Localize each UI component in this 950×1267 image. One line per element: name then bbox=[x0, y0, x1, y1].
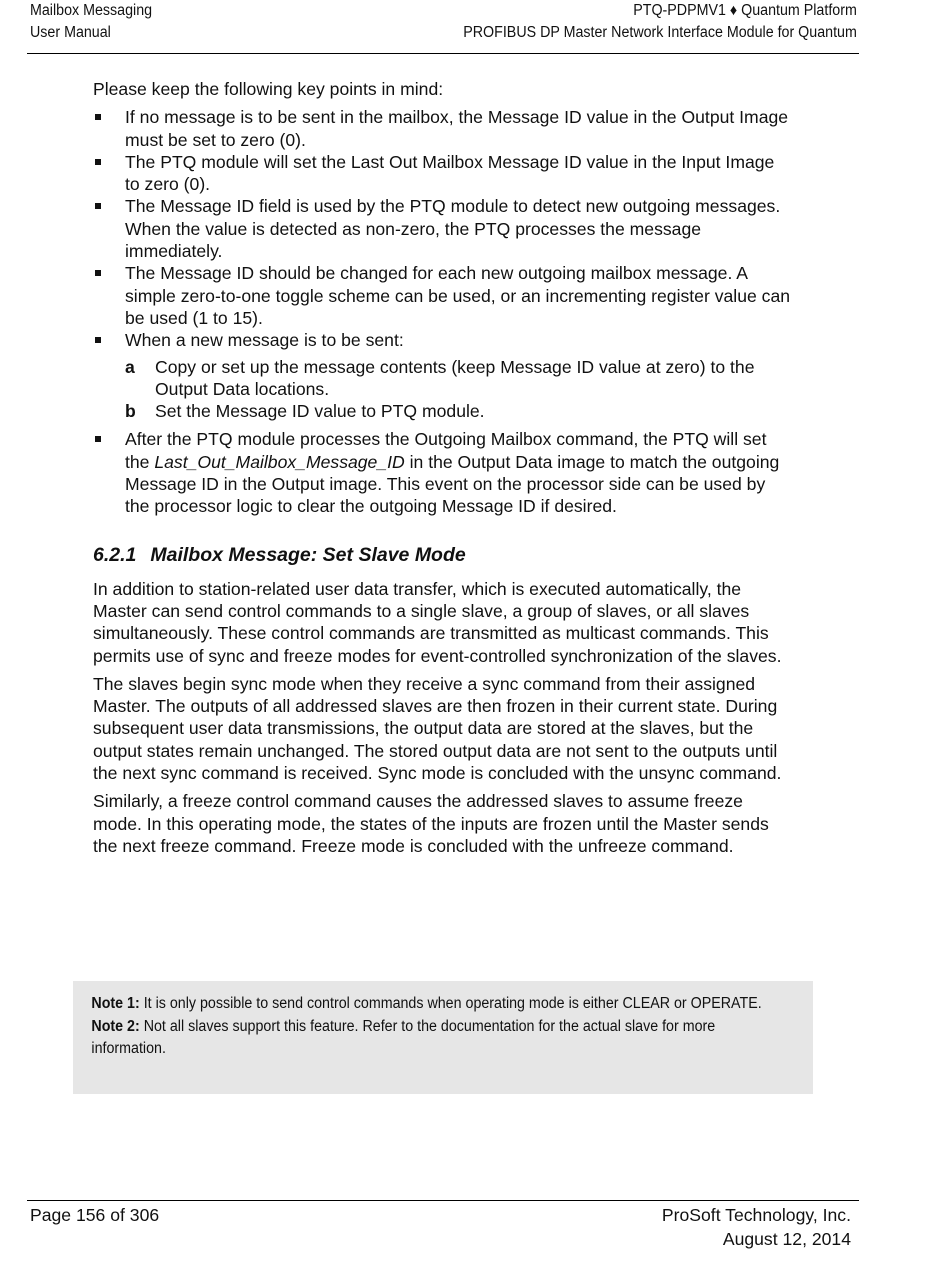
sub-step-letter: a bbox=[125, 356, 135, 377]
key-points-list bbox=[93, 106, 793, 517]
sub-step bbox=[125, 400, 793, 422]
header-product: PTQ-PDPMV1 ♦ Quantum Platform bbox=[633, 2, 857, 19]
page-footer-right bbox=[662, 1203, 851, 1251]
section-title: Mailbox Message: Set Slave Mode bbox=[150, 543, 466, 566]
list-item bbox=[93, 329, 793, 422]
header-doc-type: User Manual bbox=[30, 24, 111, 41]
list-item-text-start: After the PTQ module processes the Outgoing Mailbox command, the PTQ will set the bbox=[125, 429, 767, 472]
list-item: The Message ID field is used by the PTQ module to detect new outgoing messages. When the value is detected as non-zero, the PTQ processes the message immediately. bbox=[93, 195, 793, 262]
note-content bbox=[73, 981, 809, 1073]
body-paragraph: In addition to station-related user data transfer, which is executed automatically, the Master can send control commands to a single slave, a group of slaves, or all slaves simultaneously. These control commands are transmitted as multicast commands. This permits use of sync and freeze modes for event-controlled synchronization of the slaves. bbox=[93, 578, 782, 666]
list-item-text: When a new message is to be sent: bbox=[125, 330, 404, 351]
list-item: The Message ID should be changed for each new outgoing mailbox message. A simple zero-to-one toggle scheme can be used, or an incrementing register value can be used (1 to 15). bbox=[93, 262, 793, 329]
page-number: Page 156 of 306 bbox=[30, 1205, 160, 1225]
intro-text: Please keep the following key points in mind: bbox=[93, 79, 444, 99]
footer-date: August 12, 2014 bbox=[722, 1229, 851, 1249]
header-section-title: Mailbox Messaging bbox=[30, 2, 153, 19]
note-text: Not all slaves support this feature. Refer to the documentation for the actual slave for more information. bbox=[91, 1017, 716, 1057]
note-2 bbox=[91, 1016, 790, 1061]
sub-steps-list bbox=[125, 356, 793, 423]
sub-step-letter: b bbox=[125, 401, 136, 422]
list-item bbox=[93, 428, 793, 517]
body-paragraph: Similarly, a freeze control command causes the addressed slaves to assume freeze mode. In this operating mode, the states of the inputs are frozen until the Master sends the next freeze command. Freeze mode is concluded with the unfreeze command. bbox=[93, 791, 769, 856]
list-item: If no message is to be sent in the mailbox, the Message ID value in the Output Image must be set to zero (0). bbox=[93, 106, 793, 151]
section-heading bbox=[93, 542, 793, 568]
list-item-text-end: in the Output Data image to match the outgoing Message ID in the Output image. This event on the processor side can be used by the processor logic to clear the outgoing Message ID if desired. bbox=[125, 451, 780, 517]
section-number: 6.2.1 bbox=[93, 543, 137, 566]
note-1 bbox=[91, 993, 790, 1016]
footer-company: ProSoft Technology, Inc. bbox=[661, 1205, 851, 1225]
note-label: Note 1: bbox=[91, 995, 140, 1012]
main-content bbox=[93, 78, 793, 863]
note-box bbox=[73, 981, 813, 1094]
register-name: Last_Out_Mailbox_Message_ID bbox=[154, 451, 405, 472]
page-header-right bbox=[463, 0, 857, 44]
list-item: The PTQ module will set the Last Out Mailbox Message ID value in the Input Image to zero (0). bbox=[93, 151, 793, 196]
sub-step-text: Copy or set up the message contents (keep Message ID value at zero) to the Output Data locations. bbox=[155, 356, 755, 399]
footer-divider bbox=[27, 1200, 859, 1201]
sub-step-text: Set the Message ID value to PTQ module. bbox=[155, 401, 485, 422]
header-divider bbox=[27, 53, 859, 54]
sub-step bbox=[125, 356, 793, 401]
body-paragraph: The slaves begin sync mode when they receive a sync command from their assigned Master. The outputs of all addressed slaves are then frozen in their current state. During subsequent user data transmissions, the output data are stored at the slaves, but the output states remain unchanged. The stored output data are not sent to the outputs until the next sync command is received. Sync mode is concluded with the unsync command. bbox=[93, 673, 782, 784]
note-text: It is only possible to send control commands when operating mode is either CLEAR or OPERATE. bbox=[139, 995, 762, 1012]
note-label: Note 2: bbox=[91, 1017, 140, 1035]
header-product-desc: PROFIBUS DP Master Network Interface Module for Quantum bbox=[463, 24, 857, 41]
